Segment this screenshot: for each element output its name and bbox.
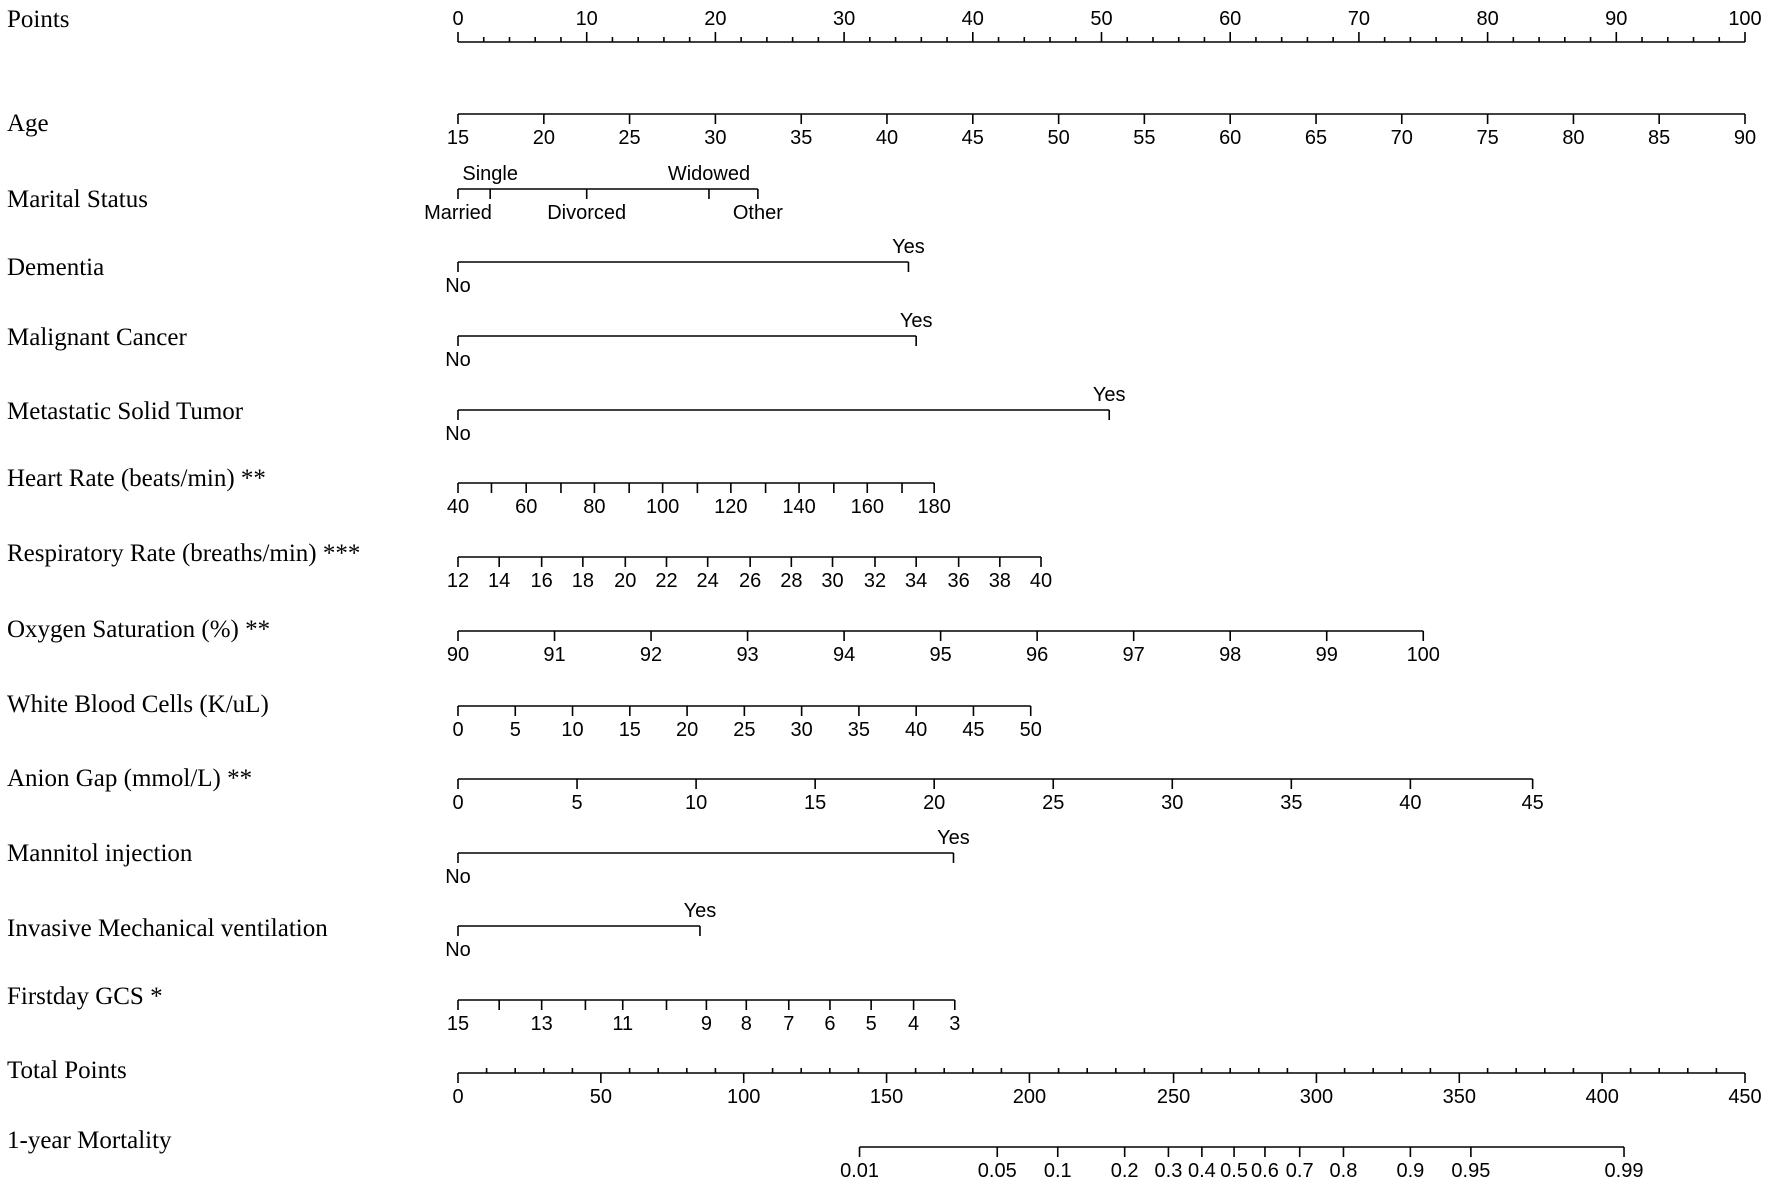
tick-label: 45	[962, 719, 985, 741]
row-1	[7, 110, 1756, 149]
row-0	[7, 6, 1762, 42]
tick-label: 10	[575, 8, 598, 30]
row-12	[7, 900, 716, 961]
tick-label: 0.4	[1187, 1160, 1216, 1182]
tick-label: 32	[863, 570, 887, 592]
tick-label: 200	[1012, 1086, 1047, 1108]
tick-label: 35	[847, 719, 871, 741]
row-label: Dementia	[7, 254, 105, 281]
tick-label: 22	[655, 570, 678, 592]
row-label: Mannitol injection	[7, 840, 193, 867]
tick-label: 0.99	[1604, 1160, 1644, 1182]
tick-label: 40	[1399, 792, 1422, 814]
tick-label: 11	[612, 1013, 634, 1035]
tick-label: 97	[1122, 644, 1145, 666]
tick-label: Yes	[899, 310, 933, 332]
row-label: Firstday GCS *	[7, 983, 163, 1010]
tick-label: 70	[1390, 127, 1413, 149]
tick-label: 70	[1347, 8, 1371, 30]
tick-label: 50	[1019, 719, 1042, 741]
row-15	[7, 1127, 1643, 1182]
tick-label: No	[445, 939, 471, 961]
tick-label: 150	[869, 1086, 904, 1108]
tick-label: 30	[790, 719, 813, 741]
tick-label: 15	[618, 719, 641, 741]
tick-label: 300	[1299, 1086, 1334, 1108]
row-label: Invasive Mechanical ventilation	[7, 915, 328, 942]
tick-label: 35	[790, 127, 813, 149]
tick-label: 16	[530, 570, 553, 592]
tick-label: 0.7	[1285, 1160, 1314, 1182]
tick-label: 15	[804, 792, 827, 814]
row-7	[7, 540, 1052, 592]
tick-label: 85	[1648, 127, 1671, 149]
tick-label: 60	[1219, 8, 1242, 30]
tick-label: 30	[832, 8, 856, 30]
tick-label: 0	[452, 792, 464, 814]
tick-label: 34	[905, 570, 928, 592]
row-5	[7, 384, 1126, 445]
tick-label: 0.6	[1251, 1160, 1279, 1182]
tick-label: No	[445, 349, 471, 371]
tick-label: 20	[704, 8, 727, 30]
tick-label: 20	[532, 127, 555, 149]
tick-label: 99	[1315, 644, 1338, 666]
tick-label: 90	[1605, 8, 1628, 30]
tick-label: 0	[452, 8, 464, 30]
tick-label: 35	[1280, 792, 1303, 814]
tick-label: Yes	[683, 900, 717, 922]
row-label: Age	[7, 110, 49, 137]
tick-label: 0	[452, 1086, 464, 1108]
row-3	[7, 236, 925, 297]
tick-label: 40	[446, 496, 470, 518]
row-9	[7, 691, 1042, 741]
tick-label: 40	[875, 127, 899, 149]
tick-label: 90	[446, 644, 470, 666]
row-label: White Blood Cells (K/uL)	[7, 691, 269, 718]
row-13	[7, 983, 960, 1035]
tick-label: 6	[824, 1013, 836, 1035]
tick-label: 20	[675, 719, 699, 741]
row-4	[7, 310, 932, 371]
tick-label: 12	[446, 570, 470, 592]
tick-label: 160	[850, 496, 884, 518]
tick-label: 15	[446, 127, 470, 149]
tick-label: 0.1	[1043, 1160, 1072, 1182]
row-label: Oxygen Saturation (%) **	[7, 616, 271, 643]
tick-label: No	[445, 275, 471, 297]
tick-label: 92	[639, 644, 663, 666]
tick-label: Yes	[892, 236, 925, 258]
tick-label: 96	[1026, 644, 1049, 666]
tick-label: 94	[832, 644, 856, 666]
tick-label: 30	[821, 570, 844, 592]
tick-label: 28	[780, 570, 803, 592]
tick-label: 0.9	[1396, 1160, 1425, 1182]
row-label: Malignant Cancer	[7, 324, 187, 351]
tick-label: 10	[561, 719, 584, 741]
tick-label: 100	[645, 496, 680, 518]
tick-label: Yes	[1092, 384, 1126, 406]
tick-label: 90	[1733, 127, 1757, 149]
tick-label: 30	[704, 127, 727, 149]
tick-label: 65	[1304, 127, 1328, 149]
tick-label: 5	[865, 1013, 877, 1035]
tick-label: 0.01	[840, 1160, 880, 1182]
tick-label: Divorced	[547, 202, 627, 224]
tick-label: 95	[929, 644, 952, 666]
tick-label: Yes	[937, 827, 970, 849]
tick-label: 50	[1090, 8, 1113, 30]
tick-label: Married	[424, 202, 492, 224]
tick-label: 180	[917, 496, 951, 518]
tick-label: 26	[739, 570, 762, 592]
tick-label: 8	[740, 1013, 752, 1035]
tick-label: 450	[1728, 1086, 1762, 1108]
row-14	[7, 1057, 1762, 1108]
tick-label: 0.5	[1220, 1160, 1248, 1182]
tick-label: Widowed	[667, 163, 751, 185]
tick-label: 50	[589, 1086, 612, 1108]
tick-label: 60	[1219, 127, 1242, 149]
row-10	[7, 765, 1544, 814]
tick-label: 24	[696, 570, 719, 592]
tick-label: 120	[714, 496, 748, 518]
tick-label: 60	[515, 496, 538, 518]
tick-label: 0.05	[977, 1160, 1017, 1182]
tick-label: 25	[733, 719, 756, 741]
tick-label: 91	[543, 644, 566, 666]
tick-label: 40	[1029, 570, 1053, 592]
tick-label: No	[445, 866, 471, 888]
row-label: Anion Gap (mmol/L) **	[7, 765, 253, 792]
tick-label: 250	[1156, 1086, 1191, 1108]
tick-label: 9	[700, 1013, 712, 1035]
tick-label: 15	[446, 1013, 470, 1035]
tick-label: 14	[488, 570, 511, 592]
tick-label: 45	[961, 127, 984, 149]
tick-label: No	[445, 423, 471, 445]
row-label: Total Points	[7, 1057, 127, 1084]
tick-label: 93	[736, 644, 759, 666]
tick-label: 75	[1476, 127, 1499, 149]
row-label: Points	[7, 6, 70, 33]
tick-label: 45	[1521, 792, 1544, 814]
tick-label: 98	[1219, 644, 1242, 666]
tick-label: 20	[923, 792, 946, 814]
tick-label: 0.8	[1329, 1160, 1358, 1182]
tick-label: 40	[961, 8, 984, 30]
tick-label: 80	[1562, 127, 1585, 149]
tick-label: 100	[1728, 8, 1762, 30]
tick-label: 25	[1042, 792, 1065, 814]
row-label: Marital Status	[7, 186, 148, 213]
tick-label: 80	[583, 496, 606, 518]
tick-label: 350	[1442, 1086, 1476, 1108]
row-label: Respiratory Rate (breaths/min) ***	[7, 540, 361, 567]
row-2	[7, 163, 783, 224]
tick-label: 30	[1161, 792, 1184, 814]
tick-label: 36	[947, 570, 970, 592]
tick-label: 18	[571, 570, 594, 592]
tick-label: Other	[732, 202, 783, 224]
tick-label: 400	[1585, 1086, 1619, 1108]
tick-label: 0.95	[1451, 1160, 1491, 1182]
tick-label: 0.3	[1154, 1160, 1183, 1182]
row-label: Metastatic Solid Tumor	[7, 398, 244, 425]
row-label: 1-year Mortality	[7, 1127, 172, 1154]
row-label: Heart Rate (beats/min) **	[7, 465, 266, 492]
tick-label: Single	[462, 163, 518, 185]
tick-label: 7	[783, 1013, 795, 1035]
tick-label: 20	[614, 570, 637, 592]
tick-label: 13	[530, 1013, 553, 1035]
tick-label: 100	[1406, 644, 1440, 666]
tick-label: 0	[452, 719, 464, 741]
tick-label: 25	[618, 127, 641, 149]
tick-label: 140	[782, 496, 816, 518]
row-8	[7, 616, 1440, 666]
tick-label: 100	[727, 1086, 761, 1108]
tick-label: 4	[908, 1013, 920, 1035]
tick-label: 3	[949, 1013, 961, 1035]
row-6	[7, 465, 951, 518]
tick-label: 55	[1133, 127, 1156, 149]
tick-label: 5	[571, 792, 583, 814]
tick-label: 80	[1476, 8, 1499, 30]
tick-label: 50	[1047, 127, 1070, 149]
tick-label: 10	[684, 792, 708, 814]
tick-label: 5	[509, 719, 521, 741]
tick-label: 40	[905, 719, 928, 741]
tick-label: 0.2	[1110, 1160, 1139, 1182]
row-11	[7, 827, 970, 888]
tick-label: 38	[988, 570, 1011, 592]
